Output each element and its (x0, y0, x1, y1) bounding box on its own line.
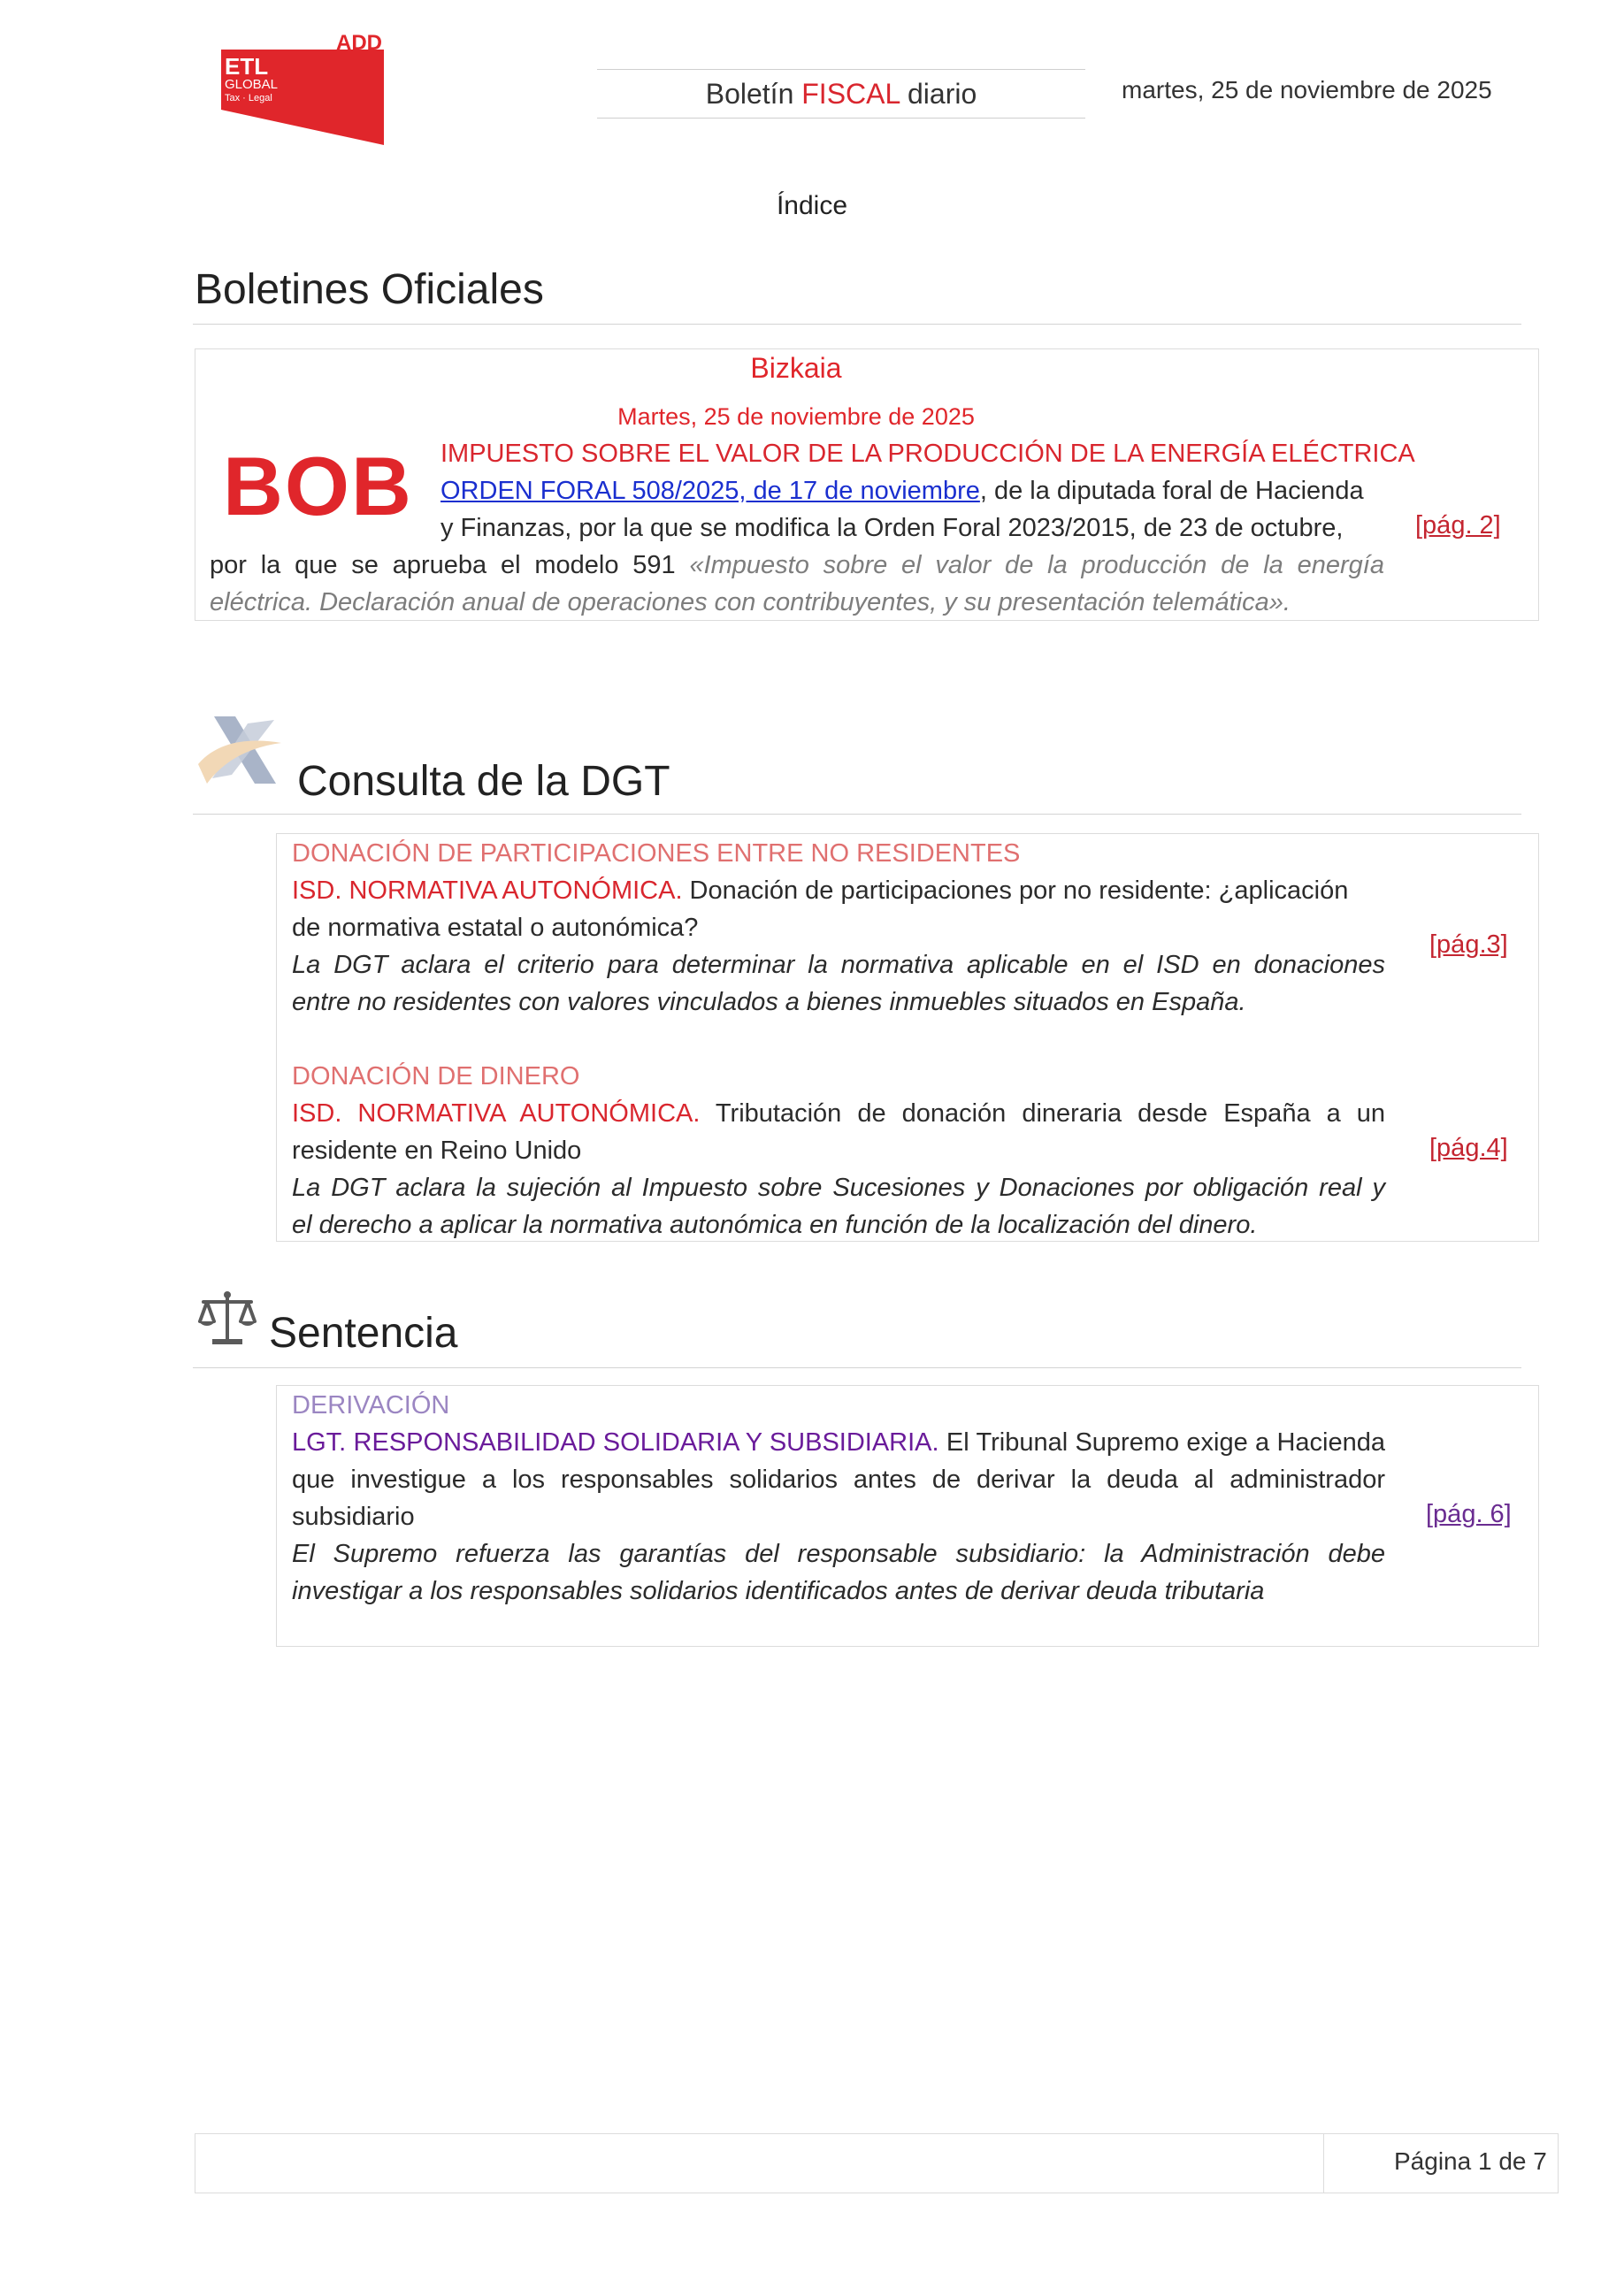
etl-global-logo (202, 32, 384, 145)
sentencia-line-1: LGT. RESPONSABILIDAD SOLIDARIA Y SUBSIDIARIA. El Tribunal Supremo exige a Hacienda (292, 1428, 1385, 1457)
region-title: Bizkaia (750, 352, 842, 384)
logo-brand-text: ETL (225, 53, 269, 80)
sentencia-italic-2: investigar a los responsables solidarios identificados antes de derivar deuda tributaria (292, 1577, 1265, 1605)
dgt-item-1-page-ref[interactable]: [pág.3] (1429, 930, 1508, 959)
item-title: IMPUESTO SOBRE EL VALOR DE LA PRODUCCIÓN DE LA ENERGÍA ELÉCTRICA (440, 440, 1415, 468)
logo-tagline-text: Tax · Legal (225, 93, 272, 103)
section-heading-boletines: Boletines Oficiales (195, 266, 544, 313)
dgt-item-2-line-2: residente en Reino Unido (292, 1137, 582, 1165)
item-line-3: por la que se aprueba el modelo 591 «Impuesto sobre el valor de la producción de la energía (210, 551, 1384, 579)
orden-foral-link[interactable]: ORDEN FORAL 508/2025, de 17 de noviembre (440, 477, 980, 505)
title-prefix: Boletín (705, 78, 802, 110)
section-heading-sentencia: Sentencia (269, 1310, 458, 1357)
sentencia-subtitle: DERIVACIÓN (292, 1391, 450, 1420)
bob-logo: BOB (223, 440, 413, 532)
sentencia-italic-1: El Supremo refuerza las garantías del responsable subsidiario: la Administración debe (292, 1540, 1385, 1568)
dgt-item-1-subtitle: DONACIÓN DE PARTICIPACIONES ENTRE NO RESIDENTES (292, 839, 1021, 868)
boletin-date: Martes, 25 de noviembre de 2025 (617, 403, 975, 430)
sentencia-line-2: que investigue a los responsables solidarios antes de derivar la deuda al administrador (292, 1466, 1385, 1494)
scales-of-justice-icon (196, 1290, 258, 1348)
dgt-item-2-line-1: ISD. NORMATIVA AUTONÓMICA. Tributación de donación dineraria desde España a un (292, 1099, 1385, 1128)
dgt-item-1-italic-2: entre no residentes con valores vinculados a bienes inmuebles situados en España. (292, 988, 1246, 1016)
dgt-item-2-page-ref[interactable]: [pág.4] (1429, 1134, 1508, 1162)
item-line-2: y Finanzas, por la que se modifica la Orden Foral 2023/2015, de 23 de octubre, (440, 514, 1344, 542)
dgt-item-1-line-1: ISD. NORMATIVA AUTONÓMICA. Donación de participaciones por no residente: ¿aplicación (292, 876, 1349, 905)
section-rule (193, 814, 1521, 815)
section-heading-dgt: Consulta de la DGT (297, 758, 670, 805)
title-suffix: diario (900, 78, 977, 110)
dgt-item-2-italic-2: el derecho a aplicar la normativa autonómica en función de la localización del dinero. (292, 1211, 1258, 1239)
sentencia-line-3: subsidiario (292, 1503, 415, 1531)
page-number: Página 1 de 7 (1394, 2147, 1547, 2175)
header-date: martes, 25 de noviembre de 2025 (1122, 76, 1492, 103)
item-line-1: ORDEN FORAL 508/2025, de 17 de noviembre, de la diputada foral de Hacienda (440, 477, 1364, 505)
aeat-logo-icon (196, 711, 285, 794)
section-rule (193, 1367, 1521, 1368)
title-accent: FISCAL (801, 78, 900, 110)
dgt-item-1-italic-1: La DGT aclara el criterio para determinar la normativa aplicable en el ISD en donaciones (292, 951, 1385, 979)
index-label: Índice (776, 191, 848, 220)
bulletin-title (597, 69, 1085, 119)
item-line-4: eléctrica. Declaración anual de operaciones con contribuyentes, y su presentación telemática». (210, 588, 1291, 616)
dgt-item-2-subtitle: DONACIÓN DE DINERO (292, 1062, 580, 1091)
dgt-item-1-line-2: de normativa estatal o autonómica? (292, 914, 699, 942)
logo-brand2-text: GLOBAL (225, 77, 279, 92)
footer-box (195, 2133, 1559, 2193)
dgt-item-2-italic-1: La DGT aclara la sujeción al Impuesto sobre Sucesiones y Donaciones por obligación real y (292, 1174, 1385, 1202)
page-ref-link[interactable]: [pág. 2] (1415, 511, 1501, 540)
sentencia-page-ref[interactable]: [pág. 6] (1426, 1500, 1512, 1528)
footer-divider (1323, 2133, 1324, 2193)
section-rule (193, 324, 1521, 325)
logo-add-text: ADD (336, 32, 382, 55)
